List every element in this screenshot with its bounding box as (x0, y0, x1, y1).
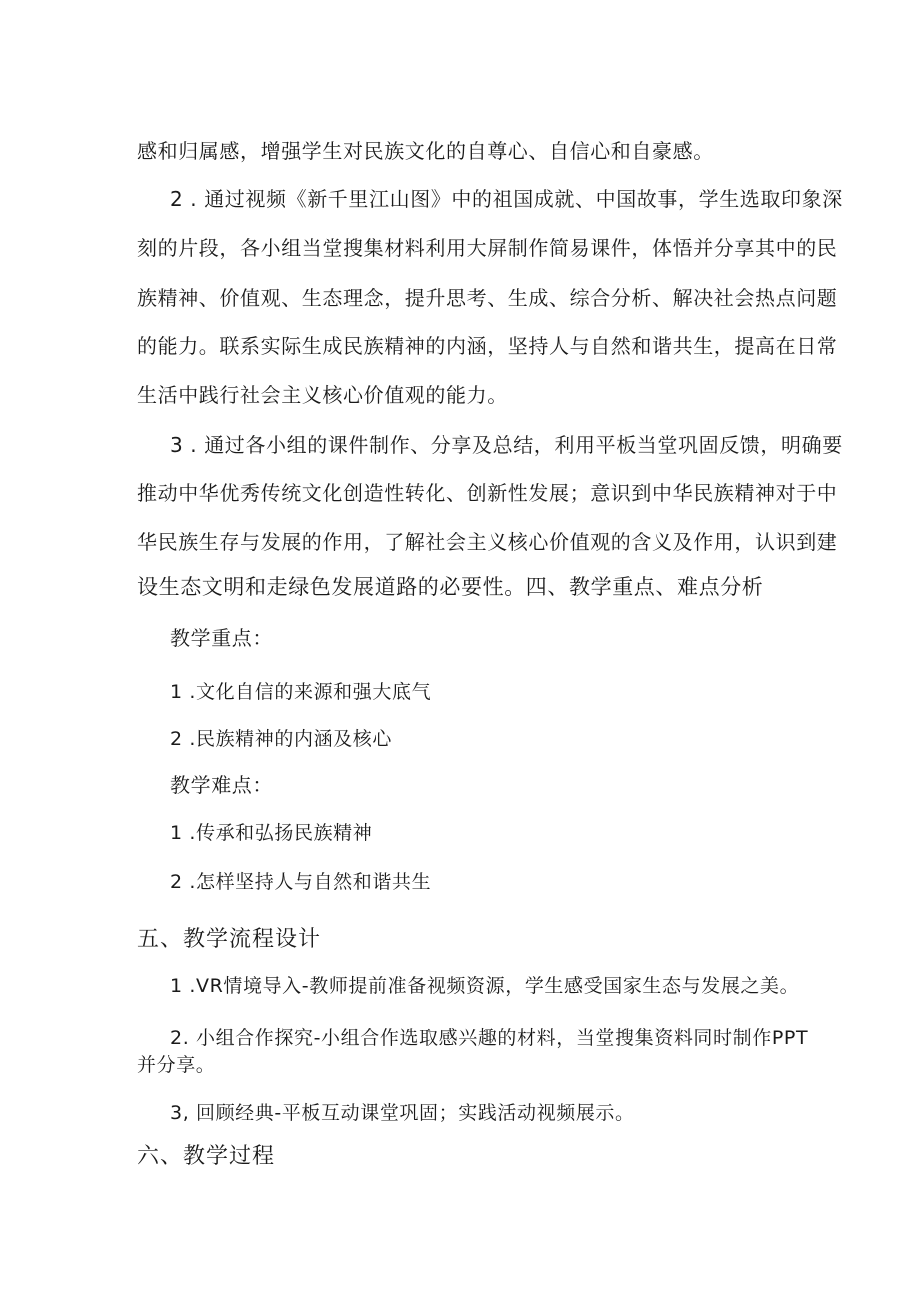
paragraph-line: 生活中践行社会主义核心价值观的能力。 (137, 383, 508, 407)
paragraph-line: 设生态文明和走绿色发展道路的必要性。四、教学重点、难点分析 (137, 575, 764, 599)
list-item: 1 .文化自信的来源和强大底气 (170, 681, 432, 703)
paragraph-line: 的能力。联系实际生成民族精神的内涵，坚持人与自然和谐共生，提高在日常 (137, 334, 838, 358)
paragraph-line: 华民族生存与发展的作用，了解社会主义核心价值观的含义及作用，认识到建 (137, 530, 838, 554)
list-item: 1 .VR情境导入-教师提前准备视频资源，学生感受国家生态与发展之美。 (170, 975, 800, 997)
key-points-label: 教学重点： (170, 626, 273, 650)
list-item: 2 .民族精神的内涵及核心 (170, 728, 392, 750)
paragraph-line: 推动中华优秀传统文化创造性转化、创新性发展；意识到中华民族精神对于中 (137, 481, 838, 505)
list-item: 3, 回顾经典-平板互动课堂巩固；实践活动视频展示。 (170, 1102, 635, 1124)
section-heading: 五、教学流程设计 (137, 927, 322, 952)
paragraph-line: 2 . 通过视频《新千里江山图》中的祖国成就、中国故事，学生选取印象深 (170, 187, 843, 211)
paragraph-line: 族精神、价值观、生态理念，提升思考、生成、综合分析、解决社会热点问题 (137, 286, 838, 310)
list-item: 2. 小组合作探究-小组合作选取感兴趣的材料，当堂搜集资料同时制作PPT (170, 1027, 809, 1049)
paragraph-line: 感和归属感，增强学生对民族文化的自尊心、自信心和自豪感。 (137, 139, 714, 163)
list-item: 2 .怎样坚持人与自然和谐共生 (170, 871, 432, 893)
paragraph-line: 3 . 通过各小组的课件制作、分享及总结，利用平板当堂巩固反馈，明确要 (170, 433, 843, 457)
list-item-continuation: 并分享。 (137, 1054, 216, 1076)
paragraph-line: 刻的片段，各小组当堂搜集材料利用大屏制作简易课件，体悟并分享其中的民 (137, 236, 838, 260)
section-heading: 六、教学过程 (137, 1144, 276, 1169)
difficult-points-label: 教学难点： (170, 773, 273, 797)
list-item: 1 .传承和弘扬民族精神 (170, 822, 373, 844)
